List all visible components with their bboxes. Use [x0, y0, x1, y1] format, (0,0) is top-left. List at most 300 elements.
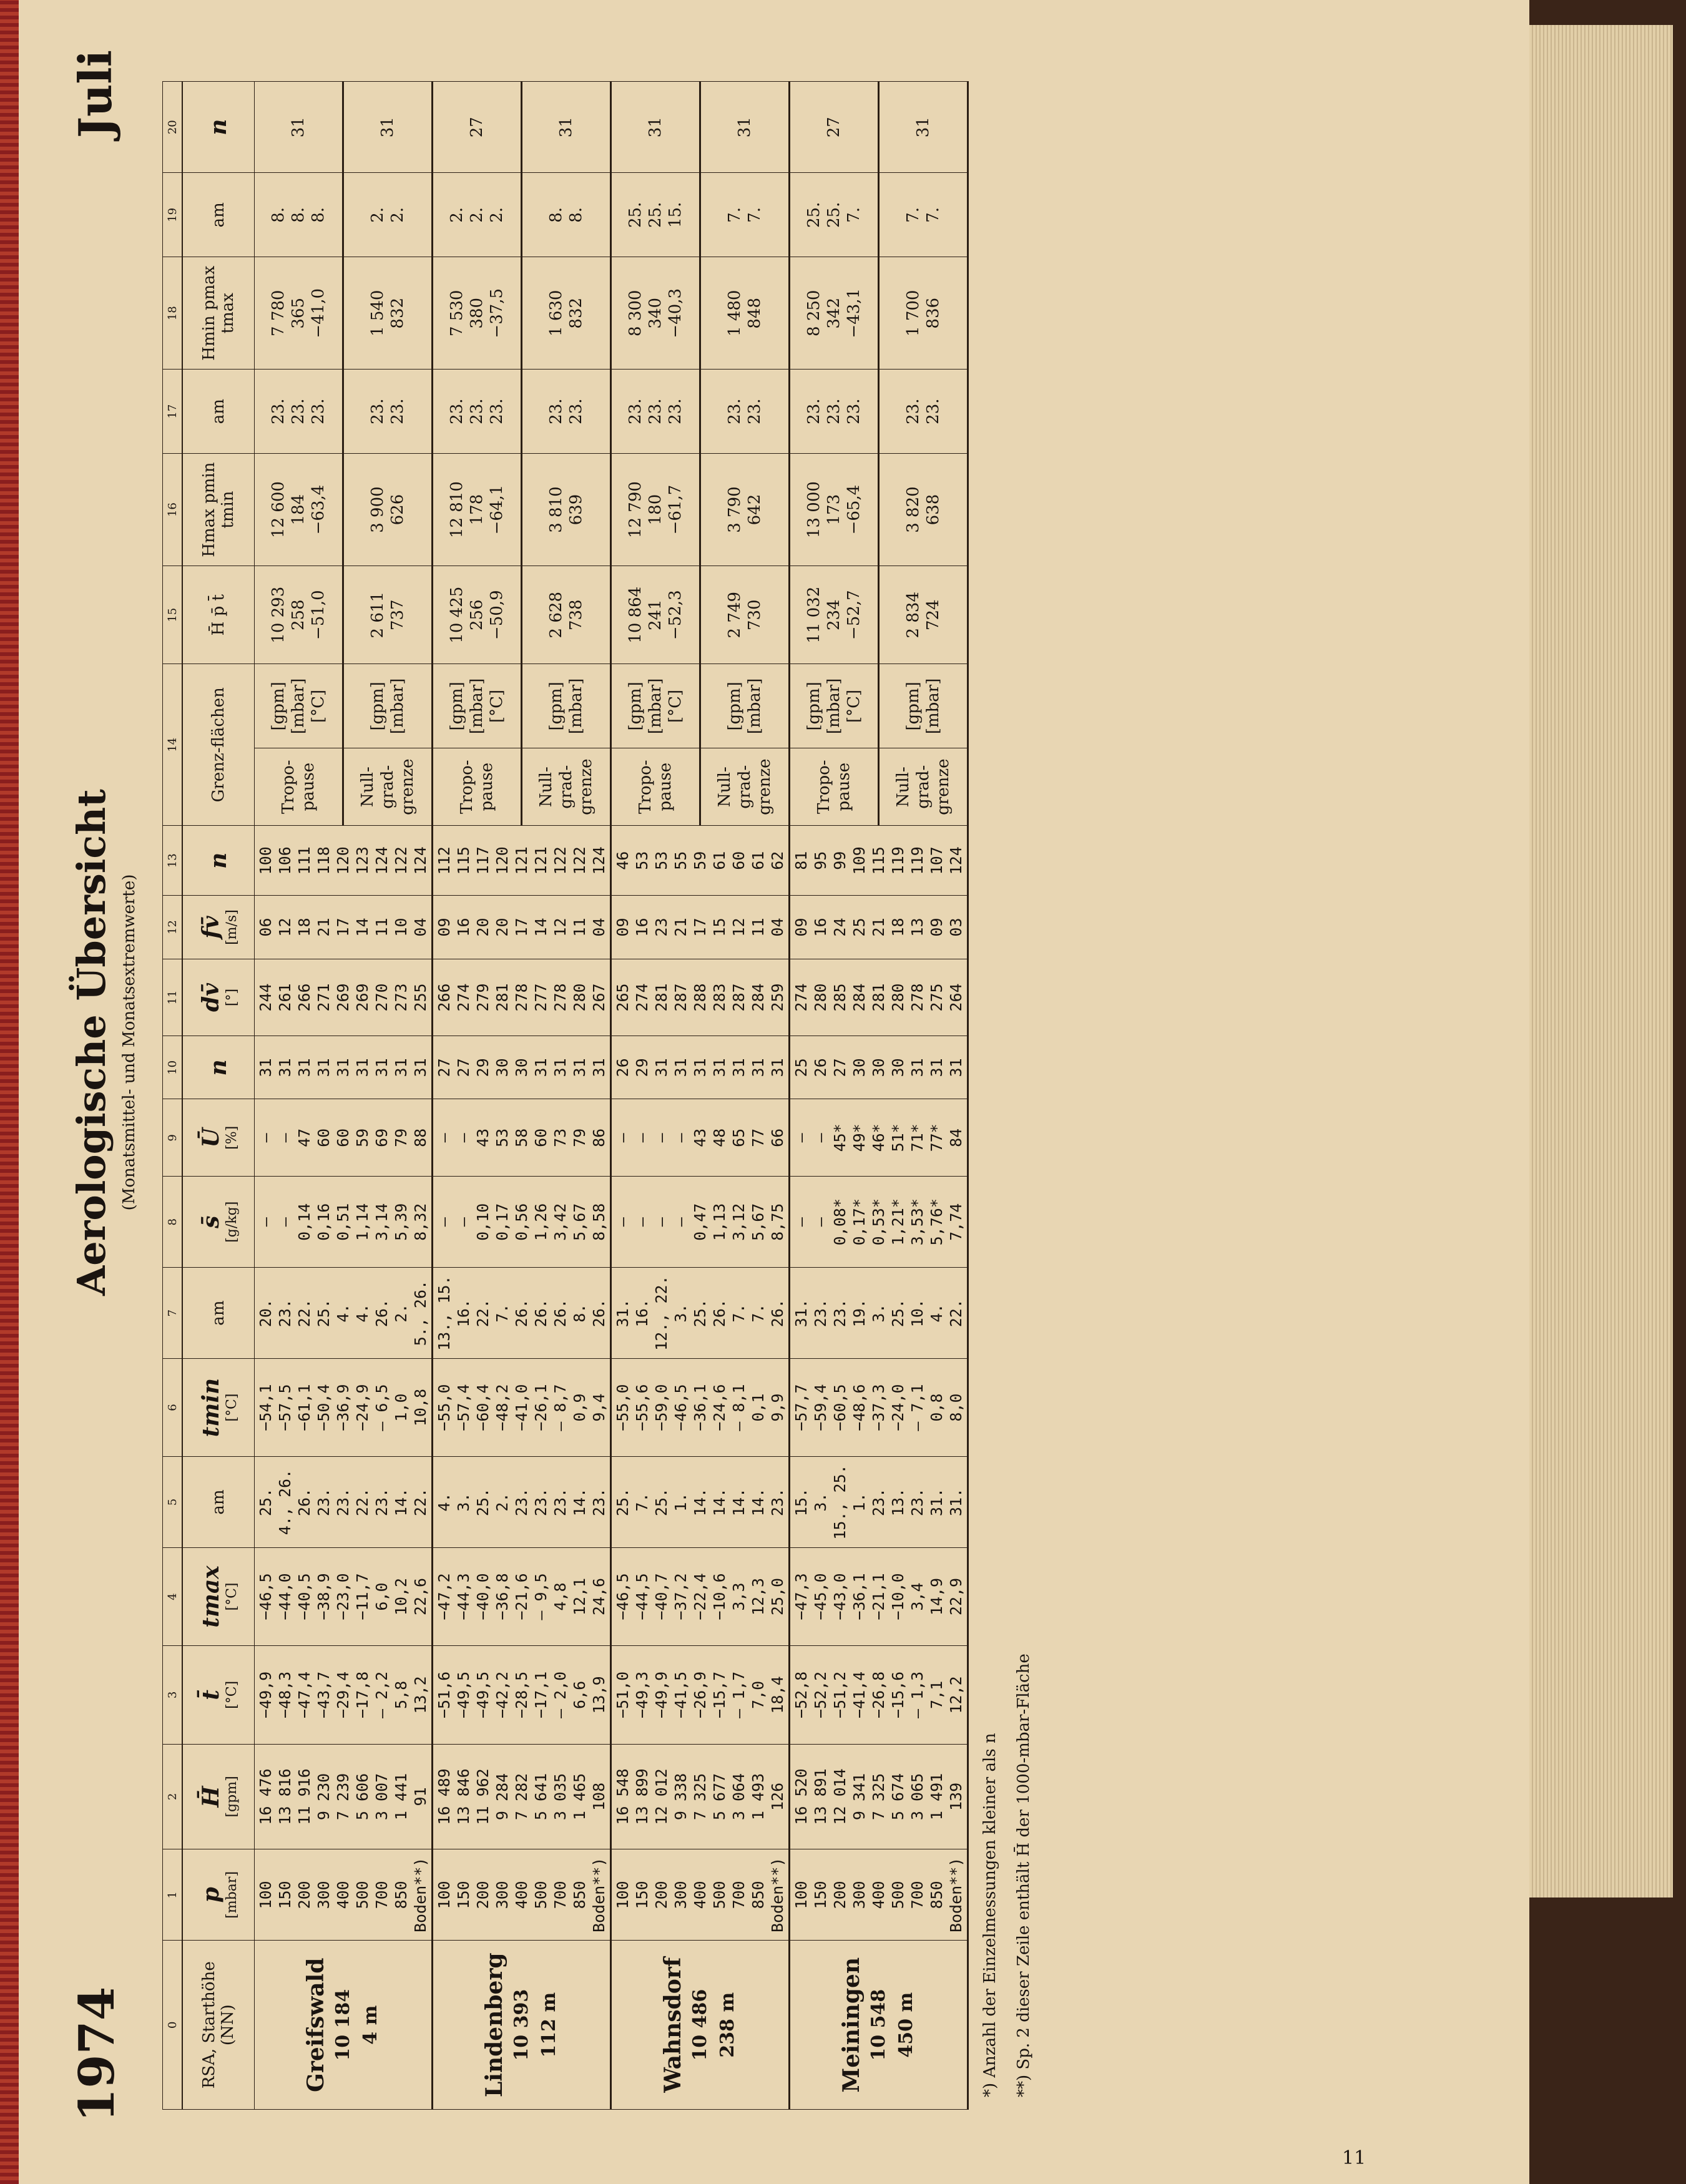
value: 23.	[924, 398, 943, 424]
tropo-min	[611, 257, 700, 370]
col-t-values	[611, 1646, 790, 1744]
tropo-n: 27	[433, 82, 522, 173]
page-subtitle: (Monatsmittel- und Monatsextremwerte)	[120, 874, 139, 1211]
value: 25,0	[768, 1577, 787, 1616]
value: −40,3	[666, 288, 685, 338]
value: 29	[474, 1058, 492, 1077]
value: 11 962	[474, 1768, 492, 1825]
value: 12,1	[571, 1577, 589, 1616]
tropo-max	[611, 454, 700, 566]
col-dv-values	[611, 959, 790, 1036]
col-dv-header: dv̄ [°]	[182, 959, 255, 1036]
value: 8.	[567, 207, 586, 223]
value: 5,8	[392, 1680, 410, 1709]
value: 0,47	[691, 1203, 709, 1241]
value: 20	[493, 918, 511, 937]
null-max-am	[522, 370, 611, 454]
value: 65	[730, 1128, 748, 1147]
page-number: 11	[1342, 2147, 1366, 2169]
col-H-values	[433, 1744, 611, 1849]
col-n2-header: n	[182, 826, 255, 896]
value: 1,13	[710, 1203, 728, 1241]
station-id: 10 486	[689, 1989, 711, 2061]
value: −47,3	[792, 1573, 810, 1620]
unit: [°C]	[308, 689, 328, 723]
col-p-values	[255, 1849, 433, 1941]
column-number: 7	[163, 1268, 183, 1359]
value: 13.	[889, 1487, 907, 1517]
value: 81	[792, 851, 810, 870]
value: −52,8	[792, 1671, 810, 1719]
value: 23.	[276, 1299, 294, 1328]
station-id: 10 393	[510, 1989, 532, 2061]
station-cell	[255, 1941, 433, 2110]
value: 31	[315, 1058, 333, 1077]
value: −55,0	[614, 1384, 632, 1431]
value: 500	[532, 1881, 550, 1909]
value: 16.	[454, 1299, 473, 1328]
tropo-units	[255, 664, 343, 748]
unit: [gpm]	[904, 682, 923, 731]
value: 26.	[551, 1299, 569, 1328]
value: 2.	[392, 1303, 410, 1323]
unit: [°C]	[845, 689, 863, 723]
col-p-values	[611, 1849, 790, 1941]
column-number: 12	[163, 896, 183, 959]
column-number: 0	[163, 1941, 183, 2110]
unit: [mbar]	[825, 678, 843, 735]
value: 3 810	[547, 486, 566, 533]
value: 832	[567, 297, 586, 329]
value: 3,42	[551, 1203, 569, 1241]
station-row-tropopause	[611, 82, 700, 2110]
value: 2.	[448, 207, 466, 223]
tropo-min	[255, 257, 343, 370]
null-n: 31	[879, 82, 968, 173]
col-min-am-header: am	[182, 173, 255, 257]
value: 26.	[532, 1299, 550, 1328]
value: 31	[590, 1058, 608, 1077]
value: 23.	[590, 1487, 608, 1517]
value: —	[672, 1133, 690, 1143]
col-fv-values	[255, 896, 433, 959]
value: 23.	[512, 1487, 531, 1517]
value: 31	[551, 1058, 569, 1077]
tropo-max-am	[611, 370, 700, 454]
value: — 6,5	[373, 1384, 391, 1431]
value: −48,3	[276, 1671, 294, 1719]
col-tmin-am-values	[611, 1268, 790, 1359]
value: 21	[672, 918, 690, 937]
value: 16 520	[792, 1768, 810, 1825]
value: 13 000	[805, 481, 823, 539]
col-p-header: p [mbar]	[182, 1849, 255, 1941]
value: −41,5	[672, 1671, 690, 1719]
value: 5 641	[532, 1773, 550, 1821]
col-n1-values	[790, 1036, 968, 1099]
value: 115	[870, 846, 888, 875]
value: −49,5	[454, 1671, 473, 1719]
value: — 2,0	[551, 1671, 569, 1719]
col-dv-values	[790, 959, 968, 1036]
value: 23.	[745, 398, 764, 424]
tropo-mean	[255, 566, 343, 664]
value: 22.	[353, 1487, 371, 1517]
value: −51,2	[831, 1671, 849, 1719]
value: 111	[295, 846, 313, 875]
value: −15,6	[889, 1671, 907, 1719]
value: 200	[295, 1881, 313, 1909]
value: −49,5	[474, 1671, 492, 1719]
value: −42,2	[493, 1671, 511, 1719]
null-min	[343, 257, 432, 370]
value: 23.	[805, 398, 823, 424]
value: −41,4	[850, 1671, 868, 1719]
value: 832	[388, 297, 407, 329]
value: 275	[928, 983, 946, 1012]
column-number-row	[163, 82, 183, 2110]
value: 150	[454, 1881, 473, 1909]
value: 77	[749, 1128, 767, 1147]
value: 342	[825, 297, 843, 329]
value: 365	[288, 297, 308, 329]
value: 10 864	[626, 586, 645, 644]
tropo-min	[790, 257, 879, 370]
col-station-header: RSA, Starthöhe (NN)	[182, 1941, 255, 2110]
value: 274	[454, 983, 473, 1012]
value: 20.	[257, 1299, 275, 1328]
station-cell	[611, 1941, 790, 2110]
value: 8 300	[626, 290, 645, 336]
value: 24,6	[590, 1577, 608, 1616]
value: 4.	[334, 1303, 352, 1323]
value: 0,14	[295, 1203, 313, 1241]
value: 11 916	[295, 1768, 313, 1825]
value: 270	[373, 983, 391, 1012]
year: 1974	[69, 1986, 125, 2122]
value: −24,0	[889, 1384, 907, 1431]
value: 0,51	[334, 1203, 352, 1241]
value: −46,5	[257, 1573, 275, 1620]
value: 60	[730, 851, 748, 870]
value: 7,74	[947, 1203, 965, 1241]
value: 109	[850, 846, 868, 875]
value: 0,8	[928, 1393, 946, 1422]
value: 18	[295, 918, 313, 937]
value: 26.	[590, 1299, 608, 1328]
value: 31	[749, 1058, 767, 1077]
value: 43	[691, 1128, 709, 1147]
value: 14.	[691, 1487, 709, 1517]
value: 7 239	[334, 1773, 352, 1821]
value: 31	[276, 1058, 294, 1077]
col-h-header: H̄ [gpm]	[182, 1744, 255, 1849]
value: 31	[672, 1058, 690, 1077]
col-tmin-values	[433, 1358, 611, 1456]
value: 5 606	[353, 1773, 371, 1821]
value: 60	[315, 1128, 333, 1147]
value: 16	[811, 918, 830, 937]
tropo-min-am	[433, 173, 522, 257]
col-dv-values	[433, 959, 611, 1036]
value: 26	[614, 1058, 632, 1077]
value: −48,2	[493, 1384, 511, 1431]
col-U-values	[790, 1099, 968, 1177]
null-mean	[343, 566, 432, 664]
station-height: 112 m	[537, 1992, 560, 2058]
value: 265	[614, 983, 632, 1012]
value: 8 250	[805, 290, 823, 336]
value: 2.	[388, 207, 407, 223]
value: 91	[411, 1787, 429, 1806]
value: 24	[831, 918, 849, 937]
value: 0,56	[512, 1203, 531, 1241]
value: 271	[315, 983, 333, 1012]
value: 12	[730, 918, 748, 937]
value: 2 749	[725, 592, 744, 639]
value: —	[633, 1217, 651, 1227]
value: 3 900	[368, 486, 387, 533]
value: 31	[730, 1058, 748, 1077]
value: −46,5	[672, 1384, 690, 1431]
null-n: 31	[522, 82, 611, 173]
value: 49*	[850, 1124, 868, 1152]
col-mean-header: H̄ p̄ t̄	[182, 566, 255, 664]
column-number: 15	[163, 566, 183, 664]
value: 121	[512, 846, 531, 875]
value: — 2,2	[373, 1671, 391, 1719]
value: 8,32	[411, 1203, 429, 1241]
value: 09	[792, 918, 810, 937]
value: 29	[633, 1058, 651, 1077]
value: 66	[768, 1128, 787, 1147]
value: 1,14	[353, 1203, 371, 1241]
value: 16	[633, 918, 651, 937]
value: 22.	[947, 1299, 965, 1328]
value: 23.	[831, 1299, 849, 1328]
col-s-values	[611, 1177, 790, 1268]
value: −44,0	[276, 1573, 294, 1620]
null-n: 31	[343, 82, 432, 173]
value: 700	[373, 1881, 391, 1909]
value: — 8,7	[551, 1384, 569, 1431]
value: 700	[908, 1881, 926, 1909]
value: 31	[928, 1058, 946, 1077]
value: −37,3	[870, 1384, 888, 1431]
title-area	[69, 50, 162, 2122]
col-dv-values	[255, 959, 433, 1036]
value: −17,8	[353, 1671, 371, 1719]
value: 100	[792, 1881, 810, 1909]
tropo-label: Tropo-pause	[433, 748, 522, 826]
value: 12	[551, 918, 569, 937]
column-number: 17	[163, 370, 183, 454]
value: Boden**)	[590, 1857, 608, 1933]
tropo-label: Tropo-pause	[790, 748, 879, 826]
col-tmax-header: tmax [°C]	[182, 1547, 255, 1645]
value: 31	[768, 1058, 787, 1077]
value: 269	[334, 983, 352, 1012]
tropo-min-am	[611, 173, 700, 257]
value: 23.	[551, 1487, 569, 1517]
unit: [mbar]	[468, 678, 486, 735]
unit: [gpm]	[268, 682, 288, 731]
value: 43	[474, 1128, 492, 1147]
station-cell	[790, 1941, 968, 2110]
col-tmin-am-values	[790, 1268, 968, 1359]
value: −52,7	[845, 590, 863, 640]
value: 23.	[448, 398, 466, 424]
value: 53	[633, 851, 651, 870]
value: −11,7	[353, 1573, 371, 1620]
value: 09	[435, 918, 453, 937]
value: 700	[730, 1881, 748, 1909]
value: 22.	[295, 1299, 313, 1328]
value: 283	[710, 983, 728, 1012]
value: 23.	[725, 398, 744, 424]
value: 639	[567, 494, 586, 526]
value: 21	[315, 918, 333, 937]
value: 16.	[633, 1299, 651, 1328]
value: 46*	[870, 1124, 888, 1152]
value: 10,8	[411, 1388, 429, 1427]
value: 22,6	[411, 1577, 429, 1616]
column-number: 19	[163, 173, 183, 257]
value: 23.	[646, 398, 665, 424]
value: 241	[646, 599, 665, 631]
value: 2 628	[547, 592, 566, 639]
value: −43,7	[315, 1671, 333, 1719]
unit: [gpm]	[448, 682, 466, 731]
value: Boden**)	[768, 1857, 787, 1933]
value: 13 816	[276, 1768, 294, 1825]
value: 121	[532, 846, 550, 875]
col-tmax-am-values	[255, 1457, 433, 1548]
value: 31	[353, 1058, 371, 1077]
value: 23.	[567, 398, 586, 424]
value: 7 282	[512, 1773, 531, 1821]
value: 106	[276, 846, 294, 875]
value: −50,4	[315, 1384, 333, 1431]
value: 23.	[870, 1487, 888, 1517]
value: 31	[710, 1058, 728, 1077]
value: 30	[870, 1058, 888, 1077]
value: 118	[315, 846, 333, 875]
value: 25	[850, 918, 868, 937]
value: 11	[749, 918, 767, 937]
value: 12 600	[268, 481, 288, 539]
tropo-units	[433, 664, 522, 748]
value: 31	[532, 1058, 550, 1077]
null-mean	[522, 566, 611, 664]
value: −48,6	[850, 1384, 868, 1431]
col-tmin-header: tmin [°C]	[182, 1358, 255, 1456]
value: 31.	[614, 1299, 632, 1328]
value: −43,1	[845, 288, 863, 338]
value: 3.	[870, 1303, 888, 1323]
value: 2.	[488, 207, 506, 223]
value: −29,4	[334, 1671, 352, 1719]
value: 25.	[825, 202, 843, 228]
value: 13 846	[454, 1768, 473, 1825]
value: −10,0	[889, 1573, 907, 1620]
value: 400	[870, 1881, 888, 1909]
unit: [mbar]	[388, 678, 407, 735]
value: 100	[257, 846, 275, 875]
value: 500	[353, 1881, 371, 1909]
col-tmin-am-values	[433, 1268, 611, 1359]
value: 122	[571, 846, 589, 875]
value: −26,8	[870, 1671, 888, 1719]
value: 7.	[493, 1303, 511, 1323]
value: 124	[590, 846, 608, 875]
col-p-values	[790, 1849, 968, 1941]
value: 5,39	[392, 1203, 410, 1241]
value: 23.	[308, 398, 328, 424]
value: —	[792, 1217, 810, 1227]
column-number: 16	[163, 454, 183, 566]
value: — 7,1	[908, 1384, 926, 1431]
value: −57,5	[276, 1384, 294, 1431]
value: 23.	[334, 1487, 352, 1517]
column-number: 11	[163, 959, 183, 1036]
value: 500	[710, 1881, 728, 1909]
value: 119	[889, 846, 907, 875]
value: 8.	[308, 207, 328, 223]
tropo-max-am	[255, 370, 343, 454]
value: 626	[388, 494, 407, 526]
value: 274	[633, 983, 651, 1012]
value: 107	[928, 846, 946, 875]
value: 59	[691, 851, 709, 870]
value: 16 476	[257, 1768, 275, 1825]
value: −49,3	[633, 1671, 651, 1719]
value: 1 491	[928, 1773, 946, 1821]
value: 20	[474, 918, 492, 937]
book-spine	[0, 0, 19, 2184]
value: 850	[571, 1881, 589, 1909]
value: 12 810	[448, 481, 466, 539]
value: 31	[392, 1058, 410, 1077]
value: 200	[831, 1881, 849, 1909]
tropo-n: 31	[255, 82, 343, 173]
column-number: 1	[163, 1849, 183, 1941]
value: 26	[811, 1058, 830, 1077]
col-t-values	[790, 1646, 968, 1744]
null-mean	[879, 566, 968, 664]
value: 19.	[850, 1299, 868, 1328]
value: 284	[749, 983, 767, 1012]
col-n2-values	[611, 826, 790, 896]
station-row-tropopause	[433, 82, 522, 2110]
value: 642	[745, 494, 764, 526]
col-tmin-am-header: am	[182, 1268, 255, 1359]
null-min-am	[879, 173, 968, 257]
col-tmin-values	[790, 1358, 968, 1456]
value: 244	[257, 983, 275, 1012]
value: 27	[831, 1058, 849, 1077]
value: 122	[392, 846, 410, 875]
value: 2.	[468, 207, 486, 223]
value: 266	[435, 983, 453, 1012]
null-max-am	[343, 370, 432, 454]
value: 100	[614, 1881, 632, 1909]
station-height: 450 m	[894, 1992, 917, 2058]
unit: [mbar]	[288, 678, 308, 735]
value: 69	[373, 1128, 391, 1147]
null-label: Null-grad-grenze	[700, 748, 790, 826]
value: 1 700	[904, 290, 923, 336]
